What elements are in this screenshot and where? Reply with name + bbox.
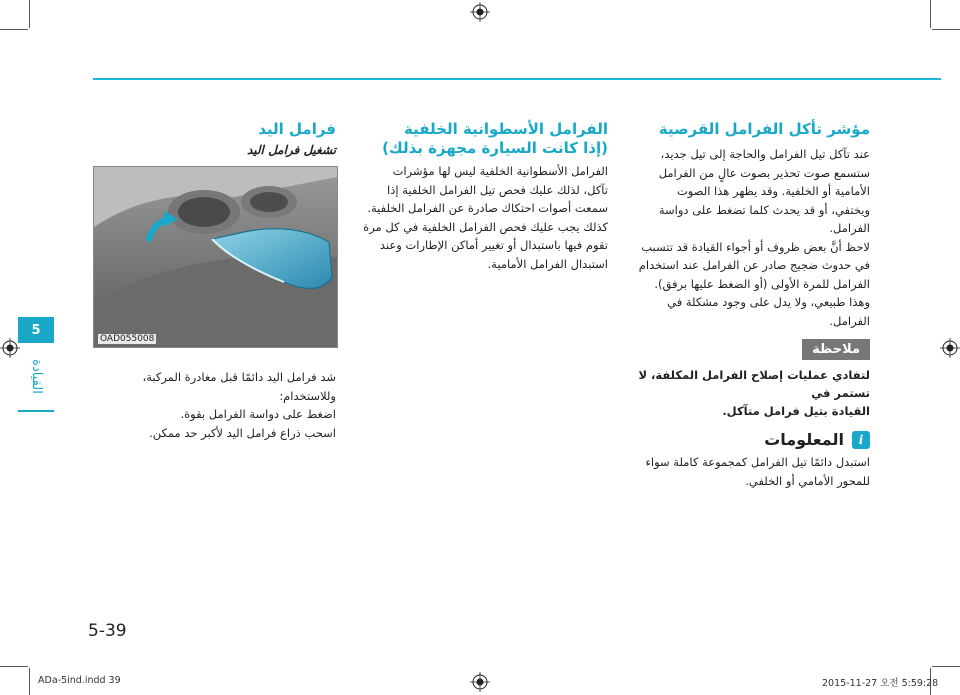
body-line: لاحظ أنَّ بعض ظروف أو أجواء القيادة قد تتسبب [641, 239, 870, 254]
body-line: اضغط على دواسة الفرامل بقوة. [180, 407, 336, 421]
notice-label: ملاحظة [802, 339, 870, 360]
crop-mark [29, 0, 30, 28]
registration-mark-bottom [470, 672, 490, 692]
body-line: الفرامل. [829, 313, 870, 328]
section-disc-brake-wear [626, 120, 870, 490]
body-line: عند تآكل تيل الفرامل والحاجة إلى تيل جديد، [660, 147, 870, 161]
notice-text: لتفادي عمليات إصلاح الفرامل المكلفة، لا تستمر في [638, 368, 870, 400]
body-line: شد فرامل اليد دائمًا قبل مغادرة المركبة، [142, 370, 336, 384]
section-heading: مؤشر تأكل الفرامل القرصية [658, 120, 870, 138]
chapter-number: 5 [31, 322, 41, 338]
body-line: تآكل، لذلك عليك فحص تيل الفرامل الخلفية إذا [387, 182, 608, 197]
chapter-label-wrap [18, 346, 54, 406]
crop-mark [0, 666, 28, 667]
body-line: استبدال الفرامل الأمامية. [487, 256, 608, 271]
body-line: سمعت أصوات احتكاك صادرة عن الفرامل الخلفية. [367, 201, 608, 215]
registration-mark-left [0, 338, 20, 358]
footer-date: 2015-11-27 오전 5:59:28 [822, 678, 939, 689]
body-line: ستسمع صوت تحذير بصوت عالٍ من الفرامل [658, 165, 870, 180]
section-heading: فرامل اليد [258, 120, 336, 138]
chapter-rule [18, 410, 54, 412]
header-rule [93, 78, 941, 80]
registration-mark-top [470, 2, 490, 22]
body-line: وهذا طبيعي، ولا يدل على وجود مشكلة في [667, 295, 870, 309]
body-line: الأمامية أو الخلفية. وقد يظهر هذا الصوت [676, 184, 870, 198]
body-line: كذلك يجب عليك فحص الفرامل الخلفية في كل مرة [363, 219, 608, 234]
registration-mark-right [940, 338, 960, 358]
body-line: تقوم فيها باستبدال أو تغيير أماكن الإطارات وعند [379, 238, 608, 252]
parking-brake-text [93, 368, 336, 442]
body-line: الفرامل الأسطوانية الخلفية ليس لها مؤشرات [392, 164, 608, 178]
crop-mark [29, 668, 30, 695]
crop-mark [932, 666, 960, 667]
page-number: 5-39 [88, 621, 127, 641]
body-line: اسحب ذراع فرامل اليد لأكبر حد ممكن. [149, 425, 336, 440]
body-line: الفرامل. [829, 221, 870, 235]
section-parking-brake [93, 120, 336, 165]
image-code: OAD055008 [100, 334, 155, 344]
section-heading: الفرامل الأسطوانية الخلفية [404, 120, 608, 138]
footer-file: ADa-5ind.indd 39 [38, 675, 121, 686]
info-text: للمحور الأمامي أو الخلفي. [745, 473, 870, 488]
information-title: المعلومات [764, 430, 844, 449]
section-drum-brakes [358, 120, 608, 273]
body-line: ويختفي، أو قد يحدث كلما تضغط على دواسة [658, 202, 870, 217]
body-line: الفرامل للمرة الأولى (أو الضغط عليها برفق). [654, 276, 870, 291]
section-subheading: تشغيل فرامل اليد [246, 143, 336, 157]
chapter-label: القيادة [28, 358, 44, 394]
info-icon: i [852, 431, 870, 449]
crop-mark [0, 29, 28, 30]
body-line: في حدوث ضجيج صادر عن الفرامل عند استخدام [638, 258, 870, 272]
info-text: استبدل دائمًا تيل الفرامل كمجموعة كاملة سواء [645, 455, 870, 469]
notice-text: القيادة بتيل فرامل متآكل. [722, 404, 870, 418]
crop-mark [930, 0, 931, 28]
body-line: وللاستخدام: [279, 388, 336, 403]
section-heading-sub: (إذا كانت السيارة مجهزة بذلك) [382, 139, 608, 157]
parking-brake-image [93, 166, 338, 348]
information-header [626, 430, 870, 449]
crop-mark [932, 29, 960, 30]
chapter-tab [18, 317, 54, 343]
